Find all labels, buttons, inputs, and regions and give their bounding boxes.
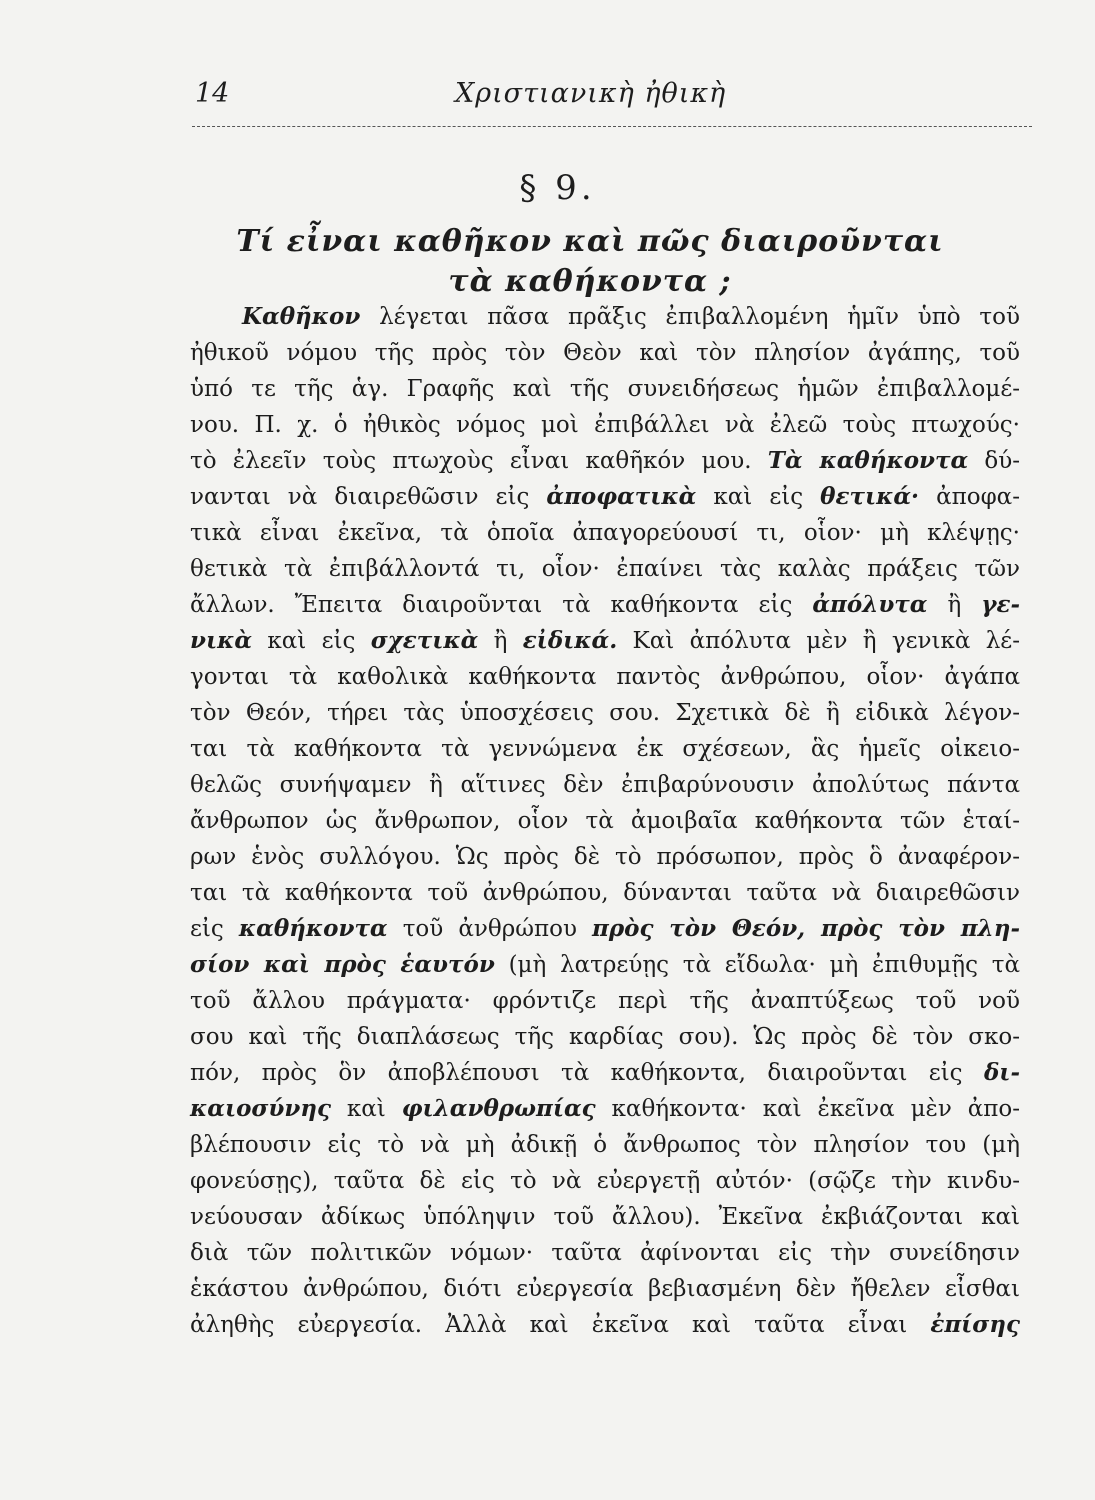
text-segment: πόν, πρὸς ὃν ἀποβλέπουσι τὰ καθήκοντα, διαιροῦνται εἰς (190, 1060, 984, 1086)
body-paragraph (190, 299, 1020, 1343)
emphasized-term: γε- (981, 591, 1020, 618)
emphasized-term: θετικά· (820, 483, 920, 510)
text-line (190, 587, 1020, 623)
text-segment: Καὶ ἀπόλυτα μὲν ἢ γενικὰ λέ- (617, 628, 1020, 654)
running-title: Χριστιανικὴ ἠθικὴ (455, 78, 727, 109)
text-segment: ὑπό τε τῆς ἁγ. Γραφῆς καὶ τῆς συνειδήσεως ἡμῶν ἐπιβαλλομέ- (190, 376, 1020, 402)
text-segment: καθήκοντα· καὶ ἐκεῖνα μὲν ἀπο- (595, 1096, 1021, 1122)
page-number: 14 (195, 78, 230, 109)
text-segment: τοῦ ἄλλου πράγματα· φρόντιζε περὶ τῆς ἀναπτύξεως τοῦ νοῦ (190, 988, 1020, 1014)
text-segment: ρων ἑνὸς συλλόγου. Ὡς πρὸς δὲ τὸ πρόσωπον, πρὸς ὃ ἀναφέρον- (190, 844, 1020, 870)
text-segment: ἑκάστου ἀνθρώπου, διότι εὐεργεσία βεβιασμένη δὲν ἤθελεν εἶσθαι (190, 1276, 1020, 1302)
text-segment: ἀληθὴς εὐεργεσία. Ἀλλὰ καὶ ἐκεῖνα καὶ ταῦτα εἶναι (190, 1312, 931, 1338)
text-segment: (μὴ λατρεύῃς τὰ εἴδωλα· μὴ ἐπιθυμῇς τὰ (494, 952, 1021, 978)
text-segment: τὸν Θεόν, τήρει τὰς ὑποσχέσεις σου. Σχετικὰ δὲ ἢ εἰδικὰ λέγον- (190, 700, 1020, 726)
emphasized-term: σχετικὰ (370, 627, 479, 654)
header-divider (192, 126, 1032, 127)
text-segment: ἄνθρωπον ὡς ἄνθρωπον, οἷον τὰ ἀμοιβαῖα καθήκοντα τῶν ἑταί- (190, 808, 1020, 834)
text-line (190, 731, 1020, 767)
text-line (190, 1271, 1020, 1307)
text-segment: νανται νὰ διαιρεθῶσιν εἰς (190, 484, 547, 510)
emphasized-term: ἀποφατικὰ (546, 483, 697, 510)
text-line (190, 1163, 1020, 1199)
text-segment: ἀποφα- (919, 484, 1020, 510)
text-line (190, 947, 1020, 983)
text-line (190, 875, 1020, 911)
text-segment: σου καὶ τῆς διαπλάσεως τῆς καρδίας σου). Ὡς πρὸς δὲ τὸν σκο- (190, 1024, 1020, 1050)
text-line (190, 1127, 1020, 1163)
emphasized-term: σίον καὶ πρὸς ἑαυτόν (190, 951, 495, 978)
text-line (190, 839, 1020, 875)
text-segment: καὶ εἰς (696, 484, 821, 510)
section-title-line-2: τὰ καθήκοντα ; (448, 264, 732, 299)
text-line (190, 659, 1020, 695)
section-number: § 9. (519, 168, 596, 208)
text-segment: λέγεται πᾶσα πρᾶξις ἐπιβαλλομένη ἡμῖν ὑπὸ τοῦ (360, 304, 1020, 330)
text-segment: καὶ (331, 1096, 402, 1122)
emphasized-term: καιοσύνης (190, 1095, 332, 1122)
text-line (190, 767, 1020, 803)
text-line (190, 1091, 1020, 1127)
text-segment: ται τὰ καθήκοντα τὰ γεννώμενα ἐκ σχέσεων, ἃς ἡμεῖς οἰκειο- (190, 736, 1020, 762)
text-segment: καὶ εἰς (252, 628, 371, 654)
text-line (190, 1019, 1020, 1055)
text-segment: γονται τὰ καθολικὰ καθήκοντα παντὸς ἀνθρώπου, οἷον· ἀγάπα (190, 664, 1020, 690)
text-segment: ἄλλων. Ἔπειτα διαιροῦνται τὰ καθήκοντα εἰς (190, 592, 813, 618)
text-segment: βλέπουσιν εἰς τὸ νὰ μὴ ἀδικῇ ὁ ἄνθρωπος τὸν πλησίον του (μὴ (190, 1132, 1020, 1158)
emphasized-term: ἐπίσης (930, 1311, 1020, 1338)
text-segment: ἢ (478, 628, 523, 654)
text-line (190, 479, 1020, 515)
text-segment: φονεύσῃς), ταῦτα δὲ εἰς τὸ νὰ εὐεργετῇ αὐτόν· (σῷζε τὴν κινδυ- (190, 1168, 1020, 1194)
text-line (190, 371, 1020, 407)
text-segment: δύ- (968, 448, 1020, 474)
text-line (190, 299, 1020, 335)
emphasized-term: Καθῆκον (242, 303, 361, 330)
text-line (190, 695, 1020, 731)
text-line (190, 515, 1020, 551)
emphasized-term: πρὸς τὸν Θεόν, πρὸς τὸν πλη- (592, 915, 1020, 942)
text-line (190, 983, 1020, 1019)
text-line (190, 911, 1020, 947)
text-line (190, 623, 1020, 659)
section-title (230, 222, 950, 302)
text-segment: τικὰ εἶναι ἐκεῖνα, τὰ ὁποῖα ἀπαγορεύουσί τι, οἷον· μὴ κλέψῃς· (190, 520, 1020, 546)
running-head (195, 78, 1010, 118)
text-segment: θετικὰ τὰ ἐπιβάλλοντά τι, οἷον· ἐπαίνει τὰς καλὰς πράξεις τῶν (190, 556, 1020, 582)
text-segment: νου. Π. χ. ὁ ἠθικὸς νόμος μοὶ ἐπιβάλλει νὰ ἐλεῶ τοὺς πτωχούς· (190, 412, 1020, 438)
text-line (190, 335, 1020, 371)
text-segment: τὸ ἐλεεῖν τοὺς πτωχοὺς εἶναι καθῆκόν μου. (190, 448, 768, 474)
text-line (190, 1199, 1020, 1235)
text-segment: θελῶς συνήψαμεν ἢ αἵτινες δὲν ἐπιβαρύνουσιν ἀπολύτως πάντα (190, 772, 1020, 798)
text-line (190, 443, 1020, 479)
text-segment: ται τὰ καθήκοντα τοῦ ἀνθρώπου, δύνανται ταῦτα νὰ διαιρεθῶσιν (190, 880, 1020, 906)
emphasized-term: Τὰ καθήκοντα (767, 447, 969, 474)
text-line (190, 803, 1020, 839)
emphasized-term: ἀπόλυτα (812, 591, 928, 618)
section-title-line-1: Τί εἶναι καθῆκον καὶ πῶς διαιροῦνται (236, 224, 944, 259)
text-segment: εἰς (190, 916, 239, 942)
text-line (190, 1055, 1020, 1091)
emphasized-term: καθήκοντα (238, 915, 388, 942)
text-line (190, 1235, 1020, 1271)
text-segment: διὰ τῶν πολιτικῶν νόμων· ταῦτα ἀφίνονται εἰς τὴν συνείδησιν (190, 1240, 1020, 1266)
emphasized-term: εἰδικά. (522, 627, 618, 654)
text-segment: τοῦ ἀνθρώπου (387, 916, 593, 942)
emphasized-term: δι- (983, 1059, 1020, 1086)
text-line (190, 551, 1020, 587)
text-segment: ἠθικοῦ νόμου τῆς πρὸς τὸν Θεὸν καὶ τὸν πλησίον ἀγάπης, τοῦ (190, 340, 1020, 366)
emphasized-term: φιλανθρωπίας (401, 1095, 596, 1122)
text-line (190, 1307, 1020, 1343)
text-segment: ἢ (927, 592, 982, 618)
text-segment: νεύουσαν ἀδίκως ὑπόληψιν τοῦ ἄλλου). Ἐκεῖνα ἐκβιάζονται καὶ (190, 1204, 1020, 1230)
emphasized-term: νικὰ (190, 627, 253, 654)
text-line (190, 407, 1020, 443)
